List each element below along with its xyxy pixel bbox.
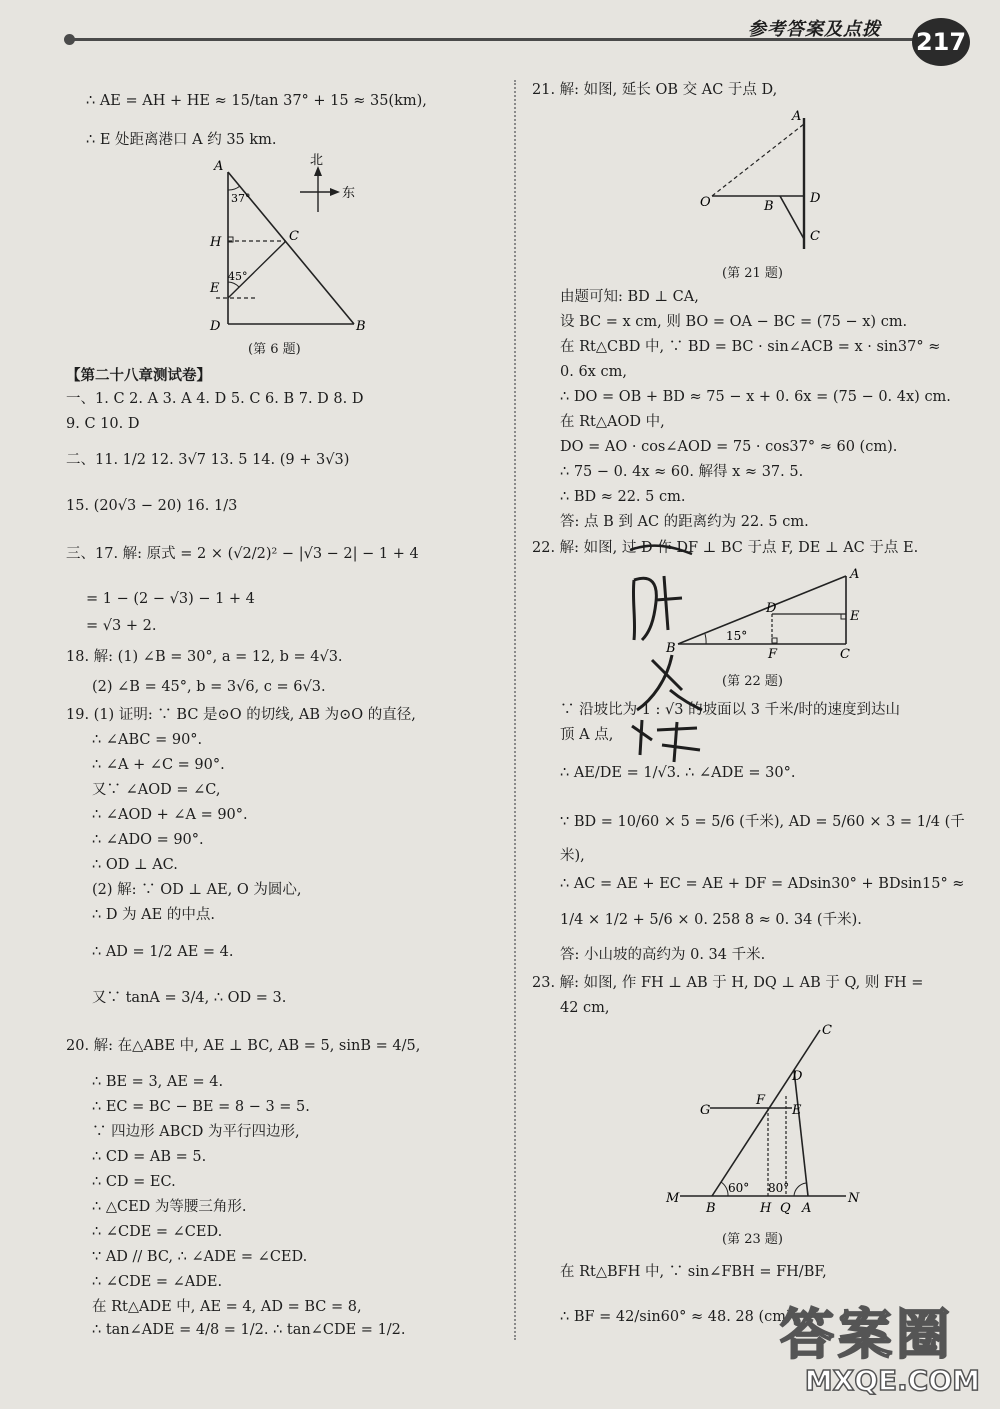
fig23-label-D: D — [792, 1069, 803, 1084]
fig21-label-B: B — [764, 199, 774, 214]
fig23-label-Q: Q — [780, 1201, 791, 1215]
fig23-label-B: B — [706, 1201, 716, 1215]
fig22-label-E: E — [850, 609, 860, 624]
fig21-label-O: O — [700, 195, 711, 210]
left-line-7: 三、17. 解: 原式 = 2 × (√2/2)² − |√3 − 2| − 1 + 4 — [66, 546, 419, 562]
fig6-north: 北 — [310, 153, 324, 168]
right-line-8: ∴ 75 − 0. 4x ≈ 60. 解得 x ≈ 37. 5. — [560, 464, 804, 480]
right-line-14: ∴ AE/DE = 1/√3. ∴ ∠ADE = 30°. — [560, 765, 796, 781]
right-line-17: ∴ AC = AE + EC = AE + DF = ADsin30° + BDsin15° ≈ — [560, 876, 965, 892]
right-line-22: 在 Rt△BFH 中, ∵ sin∠FBH = FH/BF, — [560, 1264, 827, 1280]
right-line-10: 答: 点 B 到 AC 的距离约为 22. 5 cm. — [560, 514, 809, 530]
left-line-18: ∴ OD ⊥ AC. — [92, 857, 178, 873]
left-line-6: 15. (20√3 − 20) 16. 1/3 — [66, 498, 238, 514]
figure-21 — [692, 104, 832, 254]
left-line-3: 一、1. C 2. A 3. A 4. D 5. C 6. B 7. D 8. D — [66, 391, 364, 407]
fig6-angle-45: 45° — [228, 270, 248, 283]
left-line-4: 9. C 10. D — [66, 416, 140, 432]
left-line-13: ∴ ∠ABC = 90°. — [92, 732, 203, 748]
figure-6 — [196, 152, 376, 342]
fig23-label-H: H — [760, 1201, 772, 1215]
right-line-21: 42 cm, — [560, 1000, 610, 1016]
fig23-angle-arc-B — [721, 1182, 728, 1196]
left-line-21: ∴ AD = 1/2 AE = 4. — [92, 944, 234, 960]
fig22-label-B: B — [666, 641, 676, 656]
right-line-16: 米), — [560, 848, 585, 864]
fig23-label-C: C — [822, 1023, 832, 1038]
fig23-label-N: N — [848, 1191, 860, 1206]
fig22-label-D: D — [766, 601, 777, 616]
right-line-2: 设 BC = x cm, 则 BO = OA − BC = (75 − x) cm. — [560, 314, 908, 330]
scribble-stroke-1 — [633, 576, 682, 640]
left-line-28: ∴ CD = EC. — [92, 1174, 176, 1190]
fig6-angle-37: 37° — [231, 192, 251, 205]
left-line-8: = 1 − (2 − √3) − 1 + 4 — [86, 591, 255, 607]
fig21-label-D: D — [810, 191, 821, 206]
right-line-12: ∵ 沿坡比为 1 : √3 的坡面以 3 千米/时的速度到达山 — [560, 702, 900, 718]
left-line-14: ∴ ∠A + ∠C = 90°. — [92, 757, 225, 773]
fig6-label-H: H — [210, 235, 222, 250]
fig23-label-M: M — [666, 1191, 680, 1206]
fig6-label-B: B — [356, 319, 366, 334]
fig6-label-D: D — [210, 319, 221, 334]
left-line-5: 二、11. 1/2 12. 3√7 13. 5 14. (9 + 3√3) — [66, 452, 350, 468]
left-line-23: 20. 解: 在△ABE 中, AE ⊥ BC, AB = 5, sinB = 4/5, — [66, 1038, 421, 1054]
right-line-15: ∵ BD = 10/60 × 5 = 5/6 (千米), AD = 5/60 × 3 = 1/4 (千 — [560, 814, 965, 830]
fig21-label-A: A — [792, 109, 802, 124]
left-line-10: 18. 解: (1) ∠B = 30°, a = 12, b = 4√3. — [66, 649, 343, 665]
right-line-1: 由题可知: BD ⊥ CA, — [560, 289, 699, 305]
left-line-11: (2) ∠B = 45°, b = 3√6, c = 6√3. — [92, 679, 326, 695]
right-line-11: 22. 解: 如图, 过 D 作 DF ⊥ BC 于点 F, DE ⊥ AC 于点 E. — [532, 540, 919, 556]
fig22-label-C: C — [840, 647, 850, 662]
fig22-right-angle-F — [772, 638, 777, 643]
left-line-32: ∴ ∠CDE = ∠ADE. — [92, 1274, 223, 1290]
left-line-22: 又∵ tanA = 3/4, ∴ OD = 3. — [92, 990, 287, 1006]
left-line-19: (2) 解: ∵ OD ⊥ AE, O 为圆心, — [92, 882, 302, 898]
fig21-line-OA — [712, 124, 804, 196]
left-line-15: 又∵ ∠AOD = ∠C, — [92, 782, 221, 798]
right-line-20: 23. 解: 如图, 作 FH ⊥ AB 于 H, DQ ⊥ AB 于 Q, 则 FH = — [532, 975, 924, 991]
left-line-33: 在 Rt△ADE 中, AE = 4, AD = BC = 8, — [92, 1299, 362, 1315]
caption-fig23: (第 23 题) — [722, 1232, 783, 1247]
right-line-4: 0. 6x cm, — [560, 364, 627, 380]
left-line-27: ∴ CD = AB = 5. — [92, 1149, 207, 1165]
fig21-line-BC — [780, 196, 804, 239]
fig23-label-A: A — [802, 1201, 812, 1215]
caption-fig22: (第 22 题) — [722, 674, 783, 689]
column-divider — [514, 80, 516, 1340]
chapter-test-heading: 【第二十八章测试卷】 — [66, 367, 211, 384]
right-line-3: 在 Rt△CBD 中, ∵ BD = BC · sin∠ACB = x · sin37° ≈ — [560, 339, 941, 355]
page-number-badge: 217 — [912, 18, 970, 66]
scribble-stroke-4 — [630, 546, 692, 554]
right-line-18: 1/4 × 1/2 + 5/6 × 0. 258 8 ≈ 0. 34 (千米). — [560, 912, 862, 928]
left-line-30: ∴ ∠CDE = ∠CED. — [92, 1224, 223, 1240]
fig6-label-E: E — [210, 281, 220, 296]
watermark-url: MXQE.COM — [804, 1364, 980, 1397]
fig6-label-A: A — [214, 159, 224, 174]
fig22-label-A: A — [850, 567, 860, 582]
watermark — [780, 1305, 990, 1397]
right-line-7: DO = AO · cos∠AOD = 75 · cos37° ≈ 60 (cm). — [560, 439, 898, 455]
fig23-label-F: F — [756, 1093, 766, 1108]
left-line-25: ∴ EC = BC − BE = 8 − 3 = 5. — [92, 1099, 310, 1115]
right-line-9: ∴ BD ≈ 22. 5 cm. — [560, 489, 686, 505]
left-line-26: ∵ 四边形 ABCD 为平行四边形, — [92, 1124, 300, 1140]
right-line-0: 21. 解: 如图, 延长 OB 交 AC 于点 D, — [532, 82, 778, 98]
right-line-6: 在 Rt△AOD 中, — [560, 414, 665, 430]
fig22-angle-15: 15° — [726, 629, 748, 643]
fig21-label-C: C — [810, 229, 820, 244]
fig23-label-E: E — [792, 1103, 802, 1118]
left-line-24: ∴ BE = 3, AE = 4. — [92, 1074, 224, 1090]
left-line-12: 19. (1) 证明: ∵ BC 是⊙O 的切线, AB 为⊙O 的直径, — [66, 707, 416, 723]
fig23-angle-80: 80° — [768, 1181, 790, 1195]
left-line-29: ∴ △CED 为等腰三角形. — [92, 1199, 247, 1215]
fig23-angle-arc-A — [794, 1183, 806, 1196]
fig23-label-G: G — [700, 1103, 711, 1118]
figure-23 — [660, 1020, 870, 1215]
left-line-34: ∴ tan∠ADE = 4/8 = 1/2. ∴ tan∠CDE = 1/2. — [92, 1322, 406, 1338]
header-title: 参考答案及点拨 — [748, 19, 881, 40]
caption-fig21: (第 21 题) — [722, 266, 783, 281]
caption-fig6: (第 6 题) — [248, 342, 301, 357]
left-line-9: = √3 + 2. — [86, 618, 157, 634]
left-line-1: ∴ E 处距离港口 A 约 35 km. — [86, 132, 277, 148]
handwriting-scribble — [612, 540, 722, 770]
left-line-31: ∵ AD // BC, ∴ ∠ADE = ∠CED. — [92, 1249, 308, 1265]
right-line-5: ∴ DO = OB + BD ≈ 75 − x + 0. 6x = (75 − 0. 4x) cm. — [560, 389, 951, 405]
east-arrow-icon — [330, 188, 340, 196]
left-line-16: ∴ ∠AOD + ∠A = 90°. — [92, 807, 248, 823]
left-line-0: ∴ AE = AH + HE ≈ 15/tan 37° + 15 ≈ 35(km), — [86, 93, 427, 109]
fig23-line-BC — [712, 1030, 820, 1196]
fig6-angle-arc-A — [228, 186, 240, 190]
left-line-20: ∴ D 为 AE 的中点. — [92, 907, 215, 923]
fig6-east: 东 — [342, 186, 356, 201]
fig23-line-DA — [794, 1070, 808, 1196]
right-line-13: 顶 A 点, — [560, 727, 614, 743]
left-line-17: ∴ ∠ADO = 90°. — [92, 832, 204, 848]
fig22-label-F: F — [768, 647, 778, 662]
fig23-angle-60: 60° — [728, 1181, 750, 1195]
fig6-label-C: C — [289, 229, 299, 244]
watermark-title: 答案圈 — [780, 1303, 954, 1366]
right-line-19: 答: 小山坡的高约为 0. 34 千米. — [560, 947, 766, 963]
right-line-23: ∴ BF = 42/sin60° ≈ 48. 28 (cm). — [560, 1309, 797, 1325]
scribble-stroke-3 — [632, 720, 700, 762]
